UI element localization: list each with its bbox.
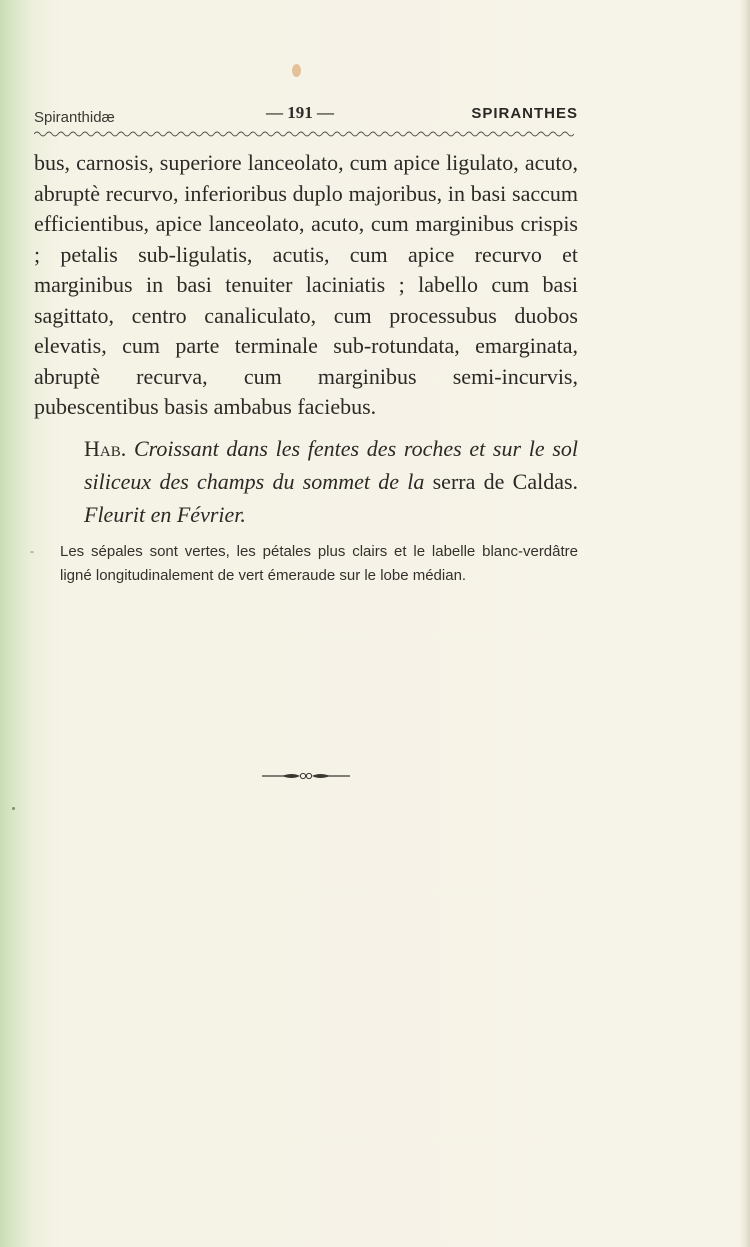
habitat-location: Croissant dans les fentes des roches et sur le sol siliceux des champs du sommet de la	[84, 436, 579, 494]
habitat-paragraph	[84, 432, 578, 531]
habitat-label: Hab.	[84, 436, 127, 461]
flowering-time: Fleurit en Février.	[84, 502, 246, 527]
page-number: — 191 —	[266, 103, 334, 122]
running-head-right: SPIRANTHES	[471, 105, 578, 122]
color-note: Les sépales sont vertes, les pétales plus clairs et le labelle blanc-verdâtre ligné longitudinalement de vert émeraude sur le lobe médian.	[60, 543, 578, 584]
end-ornament	[262, 770, 350, 782]
header-wavy-rule	[34, 128, 574, 138]
latin-description: bus, carnosis, superiore lanceolato, cum apice ligulato, acuto, abruptè recurvo, inferioribus duplo majoribus, in basi saccum efficientibus, apice lanceolato, acuto, cum marginibus crispis ; petalis sub-ligulatis, acutis, cum apice recurvo et marginibus in basi tenuiter laciniatis ; labello cum basi sagittato, centro canaliculato, cum processubus duobos elevatis, cum parte terminale sub-rotundata, emarginata, abruptè recurva, cum marginibus semi-incurvis, pubescentibus basis ambabus faciebus.	[34, 150, 578, 419]
running-head-left: Spiranthidæ	[34, 109, 115, 126]
paper-stain	[292, 64, 301, 77]
page-edge-shadow	[740, 0, 750, 1247]
habitat-place-name: serra de Caldas.	[432, 469, 579, 494]
paper-speck	[12, 807, 15, 810]
margin-mark: -	[30, 544, 34, 558]
page-header	[34, 103, 578, 129]
